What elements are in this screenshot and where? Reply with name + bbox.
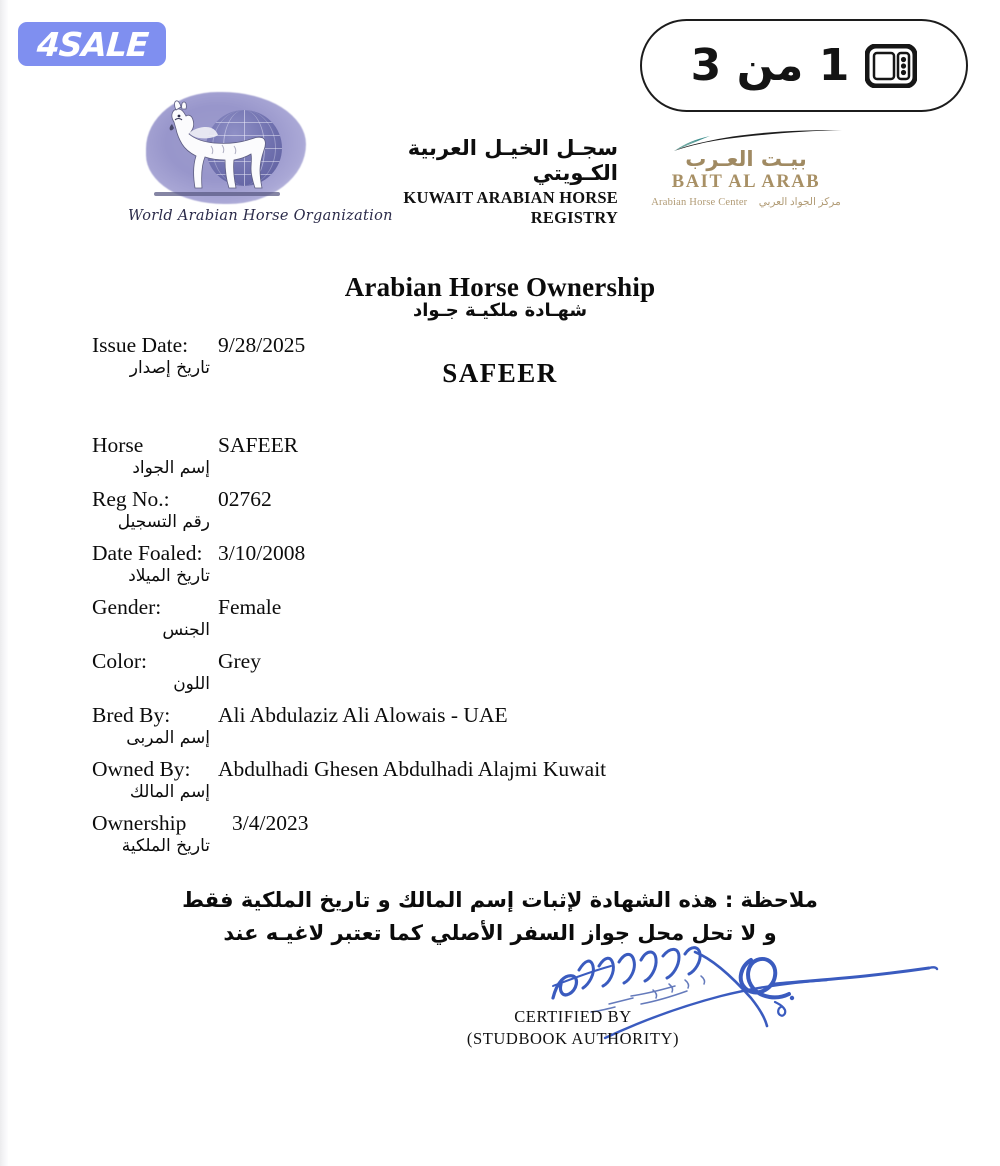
field-label-en: Ownership (92, 811, 187, 835)
arabian-horse-icon (156, 100, 286, 198)
page-counter-badge[interactable] (640, 19, 968, 112)
field-label-en: Bred By: (92, 703, 171, 727)
field-label (92, 704, 210, 748)
certification-block (0, 1006, 1000, 1051)
field-row-issue-date (92, 334, 305, 378)
field-label-en: Gender: (92, 595, 162, 619)
studbook-authority-label: (STUDBOOK AUTHORITY) (466, 1029, 680, 1049)
field-label-en: Date Foaled: (92, 541, 203, 565)
gallery-icon (865, 44, 917, 88)
field-value: 3/4/2023 (232, 811, 309, 835)
field-value: SAFEER (218, 433, 299, 457)
field-row-color (92, 650, 261, 694)
registry-title-arabic: سجـل الخيـل العربية الكـويتي (407, 136, 618, 185)
field-row-gender (92, 596, 281, 640)
bait-al-arab-english: BAIT AL ARAB (671, 172, 821, 192)
field-label (92, 758, 210, 802)
horse-name-heading: SAFEER (442, 358, 558, 388)
field-label (92, 812, 210, 856)
registry-title-english: KUWAIT ARABIAN HORSE REGISTRY (403, 187, 618, 227)
field-label (92, 650, 210, 694)
page-title-arabic: شهـادة ملكيـة جـواد (412, 300, 588, 321)
field-value: Ali Abdulaziz Ali Alowais - UAE (218, 703, 508, 727)
field-label (92, 488, 210, 532)
page-edge-strip (0, 0, 8, 1166)
note-line-1: ملاحظة : هذه الشهادة لإثبات إسم المالك و تاريخ الملكية فقط (182, 888, 818, 912)
field-value: Grey (218, 649, 261, 673)
field-label (92, 596, 210, 640)
field-label (92, 334, 210, 378)
field-label-ar: إسم الجواد (132, 458, 210, 479)
waho-logo (128, 92, 393, 240)
4sale-watermark (18, 22, 166, 66)
field-value: Abdulhadi Ghesen Abdulhadi Alajmi Kuwait (218, 757, 607, 781)
field-label-ar: تاريخ إصدار (129, 358, 210, 379)
bait-subtitle-en: Arabian Horse Center (651, 197, 748, 208)
page-counter-label: 1 من 3 (690, 39, 850, 91)
4sale-watermark-label: 4SALE (35, 24, 149, 64)
field-label-en: Horse (92, 433, 144, 457)
field-row-horse (92, 434, 298, 478)
note-line-2: و لا تحل محل جواز السفر الأصلي كما تعتبر لاغيـه عند (223, 920, 777, 945)
field-row-date-foaled (92, 542, 305, 586)
field-label-en: Reg No.: (92, 487, 170, 511)
field-label (92, 542, 210, 586)
bait-al-arab-logo (646, 128, 846, 220)
field-label-ar: إسم المربى (126, 728, 210, 749)
field-row-bred-by (92, 704, 508, 748)
field-label-en: Owned By: (92, 757, 191, 781)
field-row-reg-no (92, 488, 272, 532)
field-label-ar: تاريخ الميلاد (128, 566, 210, 587)
field-label-en: Issue Date: (92, 333, 189, 357)
certified-by-label: CERTIFIED BY (514, 1007, 632, 1026)
page-title: Arabian Horse Ownership (344, 272, 656, 302)
field-label-ar: الجنس (162, 620, 210, 641)
field-row-ownership-date (92, 812, 308, 856)
field-label (92, 434, 210, 478)
field-label-ar: إسم المالك (129, 782, 210, 803)
field-label-en: Color: (92, 649, 147, 673)
field-label-ar: تاريخ الملكية (121, 836, 210, 857)
field-label-ar: اللون (173, 674, 210, 695)
bait-al-arab-arabic: بيـت العـرب (685, 147, 807, 171)
logo-ground-line (154, 192, 280, 196)
bait-al-arab-subtitle (646, 196, 846, 208)
field-value: 9/28/2025 (218, 333, 306, 357)
field-value: Female (218, 595, 282, 619)
registry-title (340, 136, 618, 228)
field-value: 3/10/2008 (218, 541, 306, 565)
field-value: 02762 (218, 487, 272, 511)
waho-caption: World Arabian Horse Organization (128, 208, 393, 224)
field-row-owned-by (92, 758, 606, 802)
field-label-ar: رقم التسجيل (117, 512, 210, 533)
bait-subtitle-ar: مركز الجواد العربي (758, 197, 841, 208)
